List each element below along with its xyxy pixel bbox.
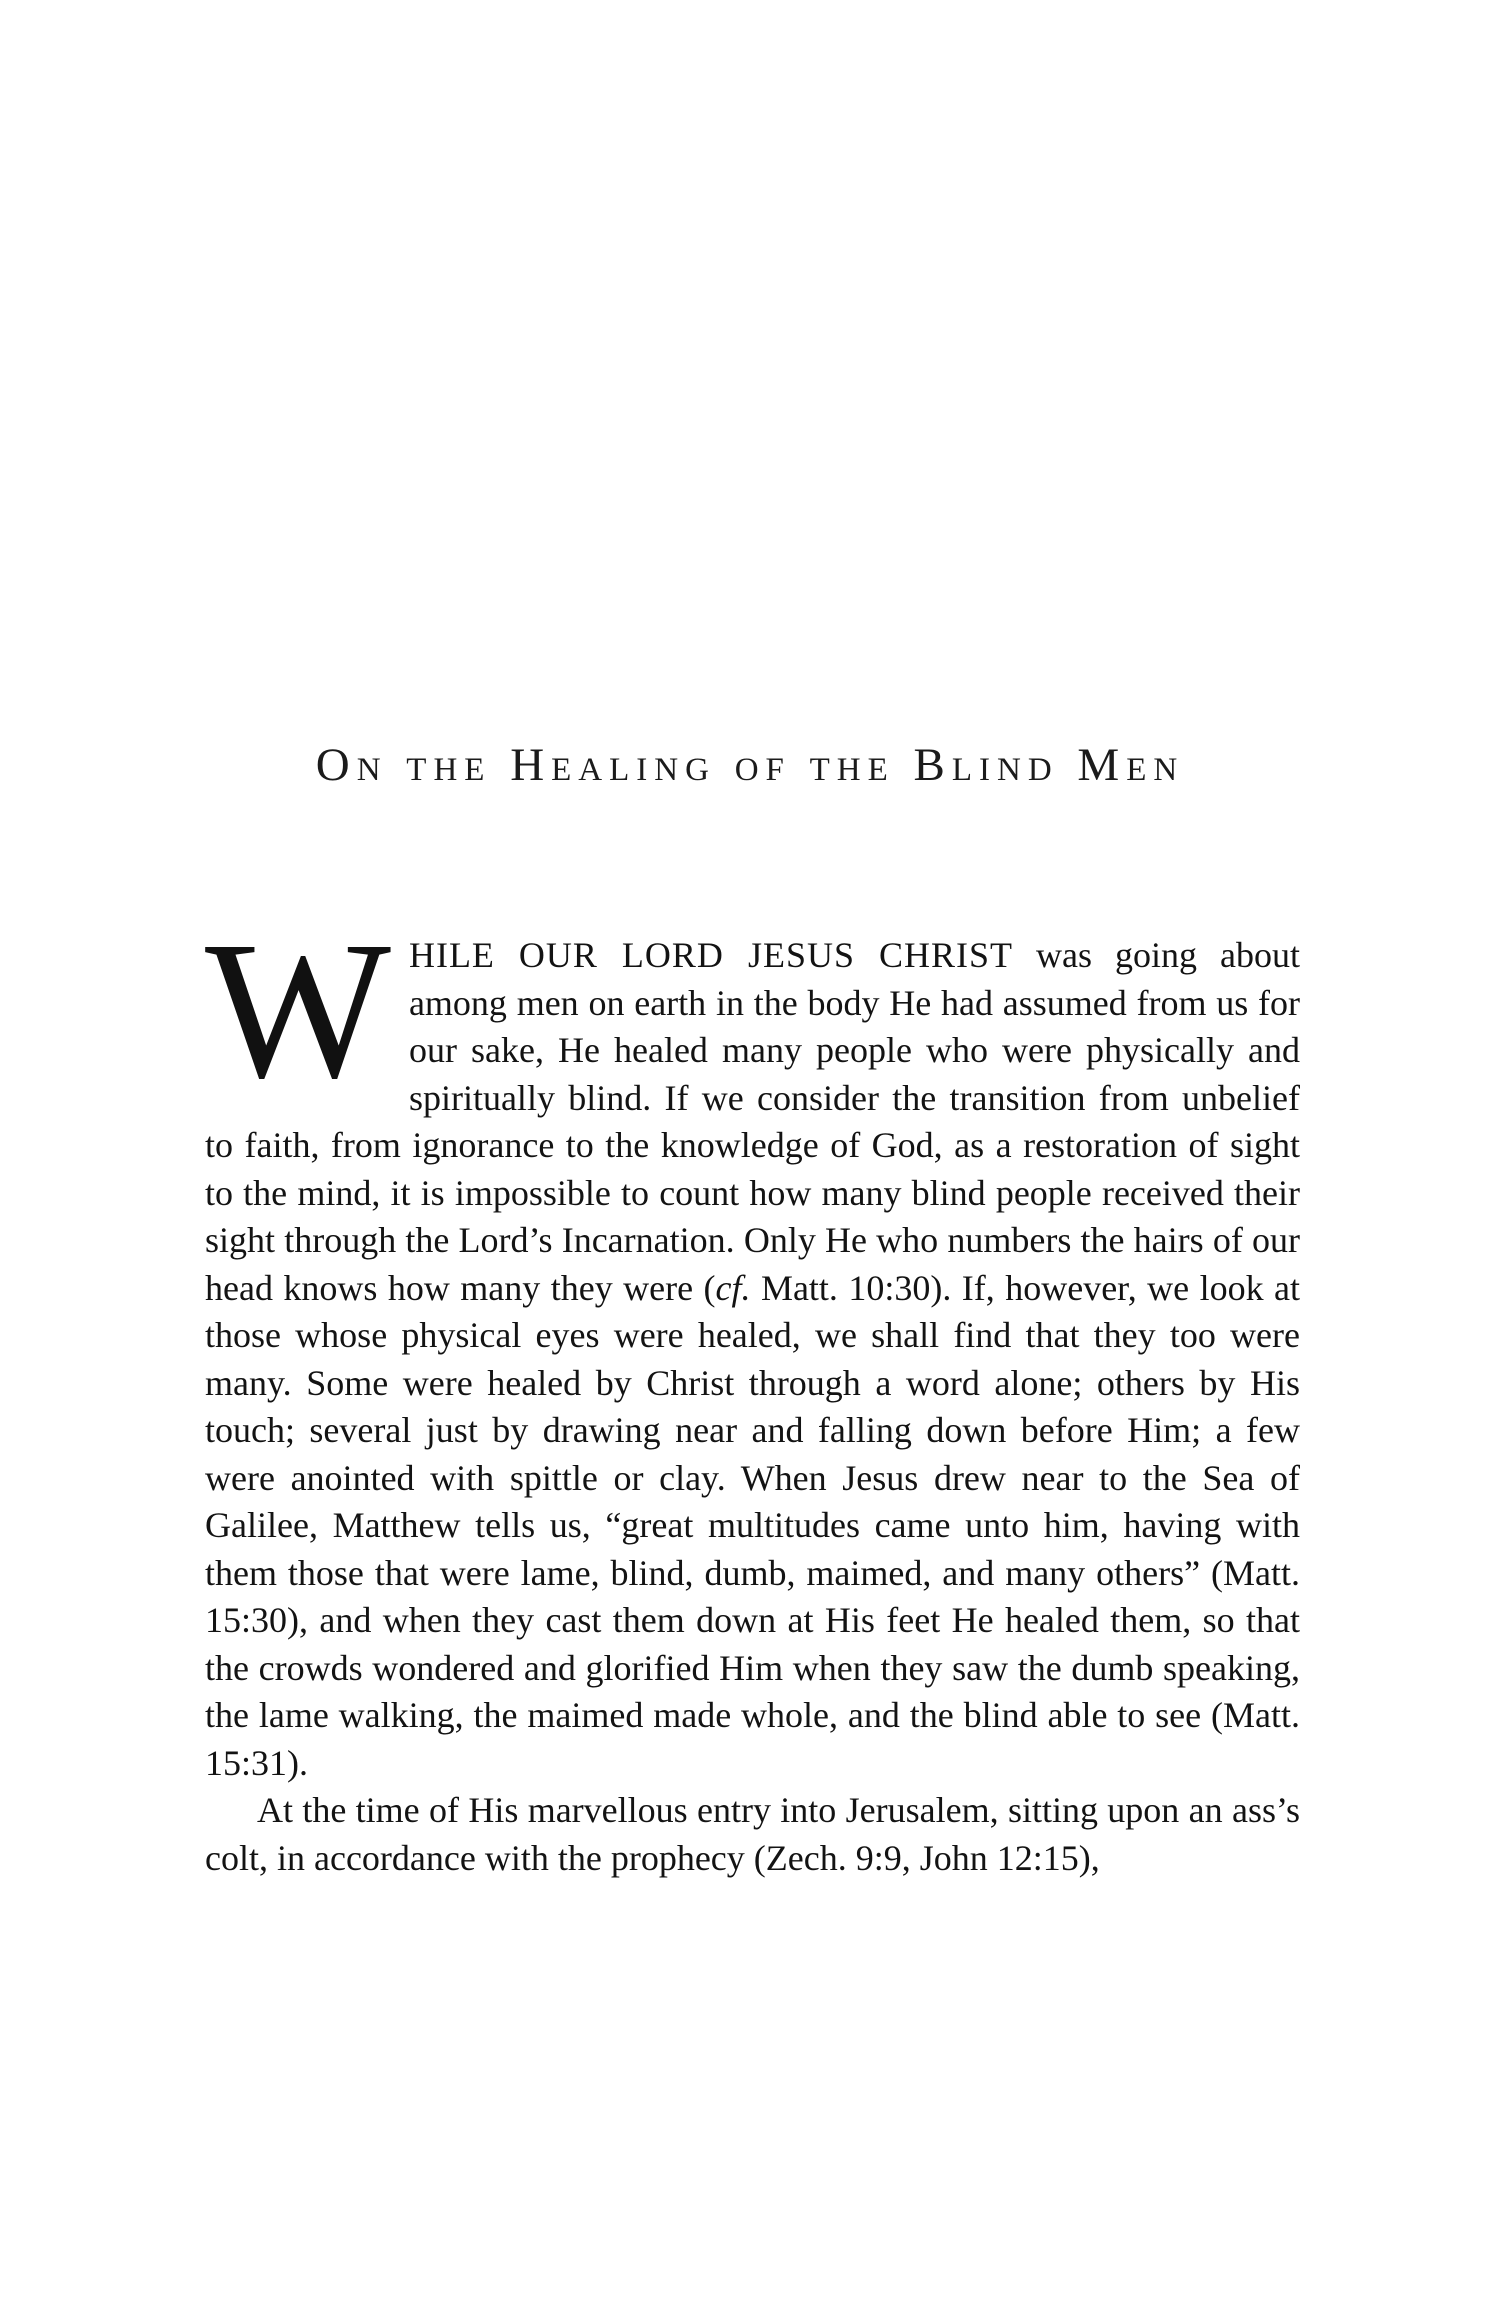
paragraph-1 xyxy=(205,900,1301,1787)
paragraph-2: At the time of His marvellous entry into Jerusalem, sitting upon an ass’s colt, in accordance with the prophecy (Zech. 9:9, John 12:15), xyxy=(205,1790,1300,1878)
chapter-title: On the Healing of the Blind Men xyxy=(315,739,1185,791)
paragraph-1-text: was going about among men on earth in the body He had assumed from us for our sake, He healed many people who were physically and spiritually blind. If we consider the transition from unbelief to faith, from ignorance to the knowledge of God, as a restoration of sight to the mind, it is impossible to count how many blind people received their sight through the Lord’s Incarnation. Only He who numbers the hairs of our head knows how many they were ( xyxy=(205,935,1300,1308)
cf-abbreviation: cf. xyxy=(715,1267,751,1308)
leadin-caps: HILE OUR LORD JESUS CHRIST xyxy=(408,935,1014,975)
body-text xyxy=(205,900,1301,1882)
paragraph-1-text-continued: Matt. 10:30). If, however, we look at those whose physical eyes were healed, we shall find that they too were many. Some were healed by Christ through a word alone; others by His touch; several just by drawing near and falling down before Him; a few were anointed with spittle or clay. When Jesus drew near to the Sea of Galilee, Matthew tells us, “great multitudes came unto him, having with them those that were lame, blind, dumb, maimed, and many others” (Matt. 15:30), and when they cast them down at His feet He healed them, so that the crowds wondered and glorified Him when they saw the dumb speaking, the lame walking, the maimed made whole, and the blind able to see (Matt. 15:31). xyxy=(205,1267,1301,1783)
dropcap-letter: W xyxy=(205,900,391,1119)
